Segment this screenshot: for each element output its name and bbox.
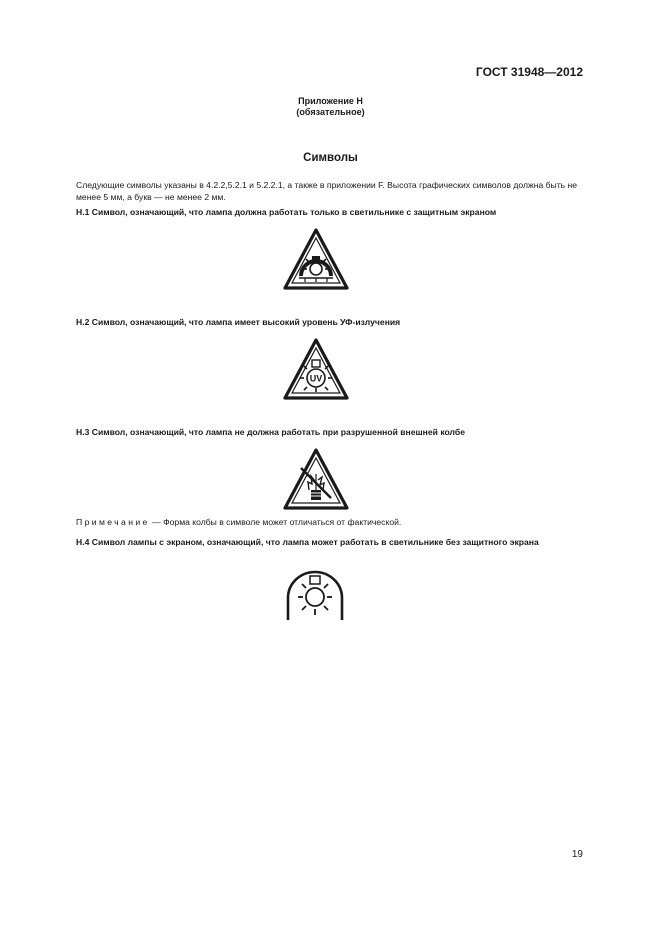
item-heading-h1: Н.1 Символ, означающий, что лампа должна работать только в светильнике с защитным экраном [76,207,497,217]
lamp-shield-required-icon [281,226,351,292]
note [76,517,586,527]
standard-number: ГОСТ 31948—2012 [475,65,583,79]
item-heading-h4: Н.4 Символ лампы с экраном, означающий, что лампа может работать в светильнике без защитного экрана [76,537,539,547]
appendix-status: (обязательное) [296,107,365,117]
item-heading-h3: Н.3 Символ, означающий, что лампа не должна работать при разрушенной внешней колбе [76,427,465,437]
note-text: — Форма колбы в символе может отличаться от фактической. [149,517,402,527]
uv-label: UV [309,373,323,384]
broken-bulb-warning-icon [281,446,351,512]
note-label: Примечание [76,517,150,527]
appendix-title: Приложение Н [298,96,363,106]
intro-paragraph: Следующие символы указаны в 4.2.2,5.2.1 и 5.2.2.1, а также в приложении F. Высота графических символов должна быть не менее 5 мм, а букв — не менее 2 мм. [76,180,578,202]
section-title: Символы [303,152,358,164]
item-heading-h2: Н.2 Символ, означающий, что лампа имеет высокий уровень УФ-излучения [76,317,401,327]
self-shielded-lamp-icon [284,568,346,624]
uv-warning-icon [281,336,351,402]
page-number: 19 [571,849,583,860]
